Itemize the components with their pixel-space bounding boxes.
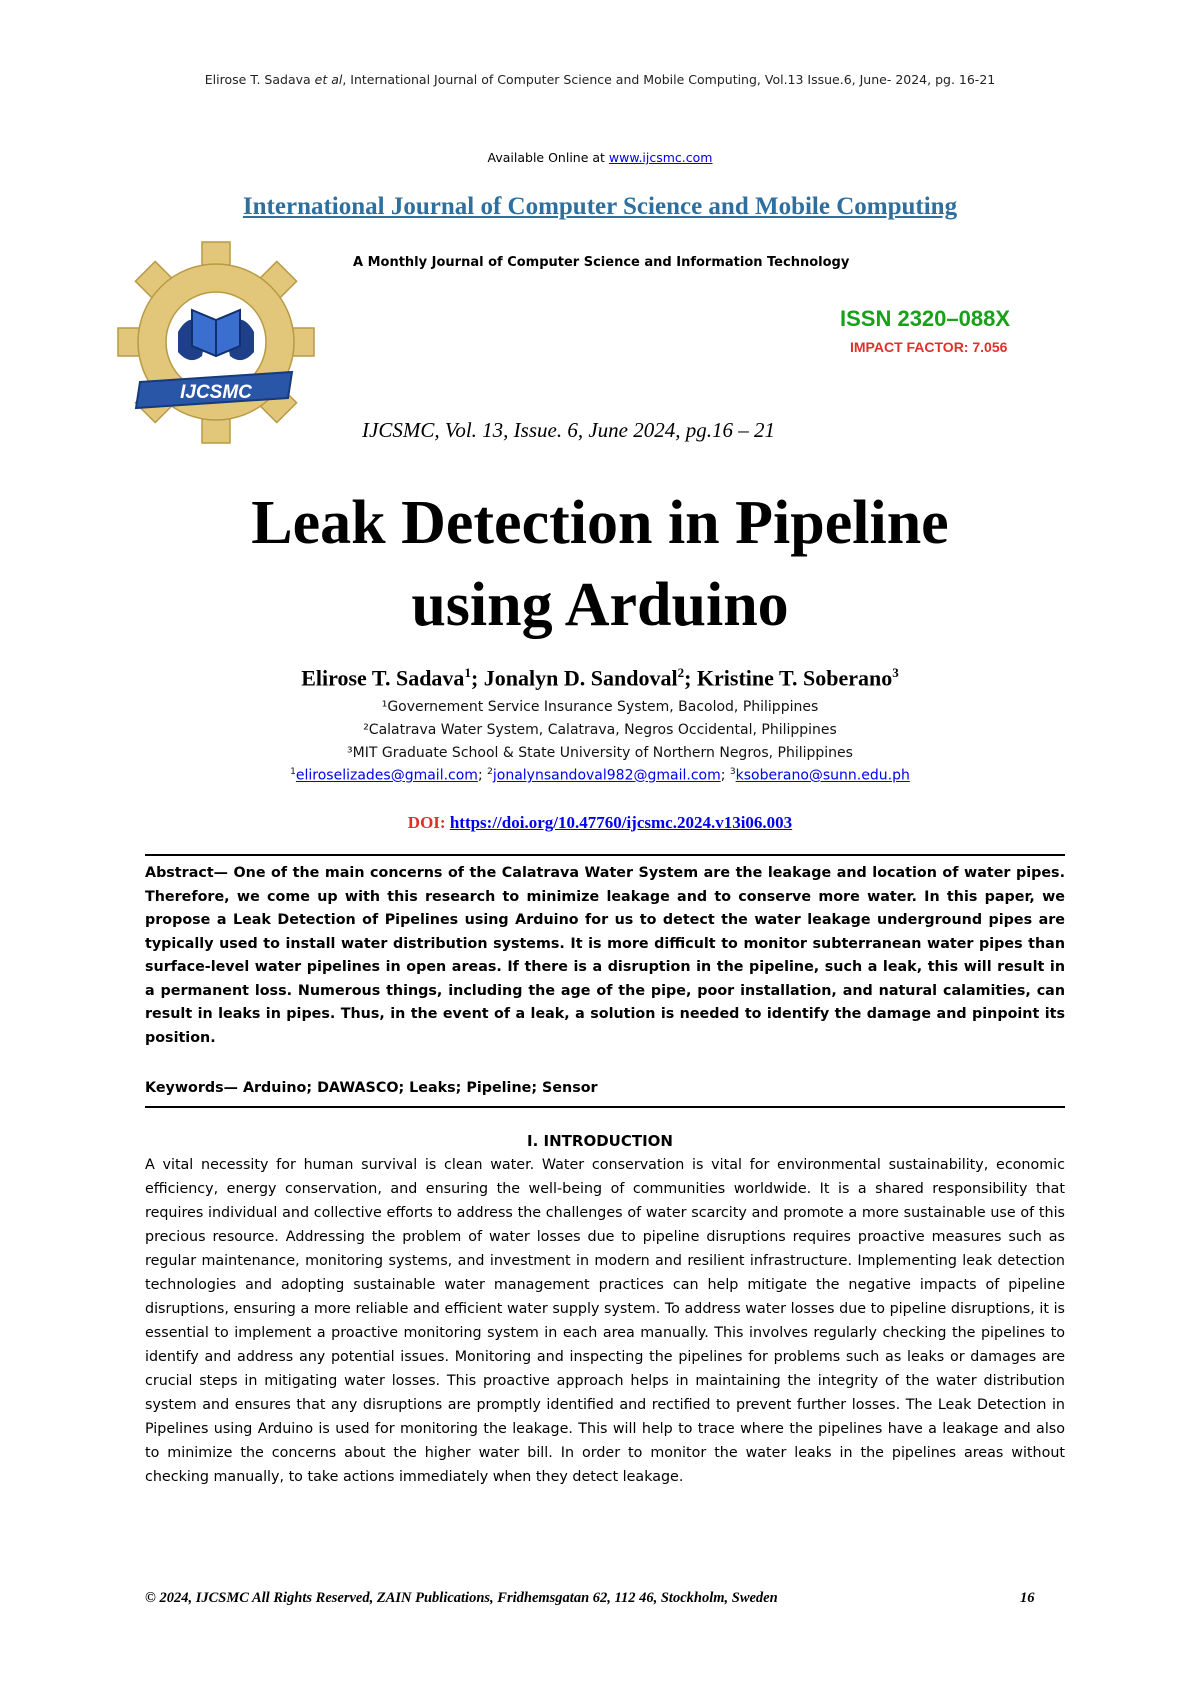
paper-title-line-2: using Arduino <box>411 571 789 639</box>
running-header-authors: Elirose T. Sadava <box>204 72 315 87</box>
author-marker: 2 <box>677 665 685 680</box>
author-list <box>0 665 1200 691</box>
keywords-bottom-rule <box>145 1106 1065 1108</box>
paper-title-line-1: Leak Detection in Pipeline <box>251 489 949 557</box>
running-header-journal: , International Journal of Computer Science and Mobile Computing, Vol.13 Issue.6, June- 2024, pg. 16-21 <box>342 72 996 87</box>
author-name: Jonalyn D. Sandoval <box>483 665 678 691</box>
affiliation-3: ³MIT Graduate School & State University of Northern Negros, Philippines <box>347 745 853 761</box>
doi-label: DOI: <box>407 813 450 832</box>
impact-factor: IMPACT FACTOR: 7.056 <box>850 339 1008 355</box>
journal-title[interactable]: International Journal of Computer Science and Mobile Computing <box>242 193 958 220</box>
page-number: 16 <box>1020 1590 1035 1606</box>
issn: ISSN 2320–088X <box>840 306 1011 331</box>
running-header-etal: et al <box>314 72 343 87</box>
affiliation-2: ²Calatrava Water System, Calatrava, Negros Occidental, Philippines <box>363 722 837 738</box>
email-link[interactable]: jonalynsandoval982@gmail.com <box>492 767 721 784</box>
email-separator: ; <box>720 767 730 784</box>
copyright-footer: © 2024, IJCSMC All Rights Reserved, ZAIN Publications, Fridhemsgatan 62, 112 46, Stockholm, Sweden <box>145 1590 778 1606</box>
journal-website-link[interactable]: www.ijcsmc.com <box>608 150 713 165</box>
paper-title <box>0 482 1200 646</box>
running-header <box>0 72 1200 87</box>
email-separator: ; <box>477 767 488 784</box>
doi <box>0 813 1200 833</box>
available-online-label: Available Online at <box>487 150 609 165</box>
email-marker: 3 <box>729 767 736 777</box>
author-marker: 1 <box>464 665 471 680</box>
ijcsmc-logo <box>116 240 316 445</box>
doi-link[interactable]: https://doi.org/10.47760/ijcsmc.2024.v13i06.003 <box>449 813 793 832</box>
available-online <box>0 150 1200 165</box>
keywords: Keywords— Arduino; DAWASCO; Leaks; Pipeline; Sensor <box>145 1080 598 1096</box>
journal-tagline: A Monthly Journal of Computer Science and Information Technology <box>353 255 850 270</box>
email-link[interactable]: ksoberano@sunn.edu.ph <box>735 767 910 784</box>
author-name: Elirose T. Sadava <box>301 665 465 691</box>
introduction-paragraph: A vital necessity for human survival is clean water. Water conservation is vital for environmental sustainability, economic efficiency, energy conservation, and ensuring the well-being of communities worldwide. It is a shared responsibility that requires individual and collective efforts to address the challenges of water scarcity and promote a more sustainable use of this precious resource. Addressing the problem of water losses due to pipeline disruptions requires proactive measures such as regular maintenance, monitoring systems, and investment in modern and resilient infrastructure. Implementing leak detection technologies and adopting sustainable water management practices can help mitigate the negative impacts of pipeline disruptions, ensuring a more reliable and efficient water supply system. To address water losses due to pipeline disruptions, it is essential to implement a proactive monitoring system in each area manually. This involves regularly checking the pipelines to identify and address any potential issues. Monitoring and inspecting the pipelines for problems such as leaks or damages are crucial steps in mitigating water losses. This proactive approach helps in maintaining the integrity of the water distribution system and ensures that any disruptions are promptly identified and rectified to prevent further losses. The Leak Detection in Pipelines using Arduino is used for monitoring the leakage. This will help to trace where the pipelines have a leakage and also to minimize the concerns about the higher water bill. In order to monitor the water leaks in the pipelines areas without checking manually, to take actions immediately when they detect leakage. <box>145 1157 1065 1485</box>
section-heading-introduction: I. INTRODUCTION <box>527 1132 673 1150</box>
author-marker: 3 <box>892 665 899 680</box>
affiliation-1: ¹Governement Service Insurance System, Bacolod, Philippines <box>381 699 819 715</box>
abstract-top-rule <box>145 854 1065 856</box>
email-marker: 1 <box>290 767 296 777</box>
email-link[interactable]: eliroselizades@gmail.com <box>295 767 478 784</box>
email-list <box>0 767 1200 784</box>
author-name: Kristine T. Soberano <box>696 665 893 691</box>
author-separator: ; <box>470 665 484 691</box>
logo-banner-text: IJCSMC <box>180 382 252 403</box>
email-marker: 2 <box>487 767 493 777</box>
abstract: Abstract— One of the main concerns of the Calatrava Water System are the leakage and location of water pipes. Therefore, we come up with this research to minimize leakage and to conserve more water. In this paper, we propose a Leak Detection of Pipelines using Arduino for us to detect the water leakage underground pipes are typically used to install water distribution systems. It is more difficult to monitor subterranean water pipes than surface-level water pipelines in open areas. If there is a disruption in the pipeline, such a leak, this will result in a permanent loss. Numerous things, including the age of the pipe, poor installation, and natural calamities, can result in leaks in pipes. Thus, in the event of a leak, a solution is needed to identify the damage and pinpoint its position. <box>145 865 1065 1046</box>
issue-citation: IJCSMC, Vol. 13, Issue. 6, June 2024, pg.16 – 21 <box>362 418 775 442</box>
author-separator: ; <box>684 665 697 691</box>
